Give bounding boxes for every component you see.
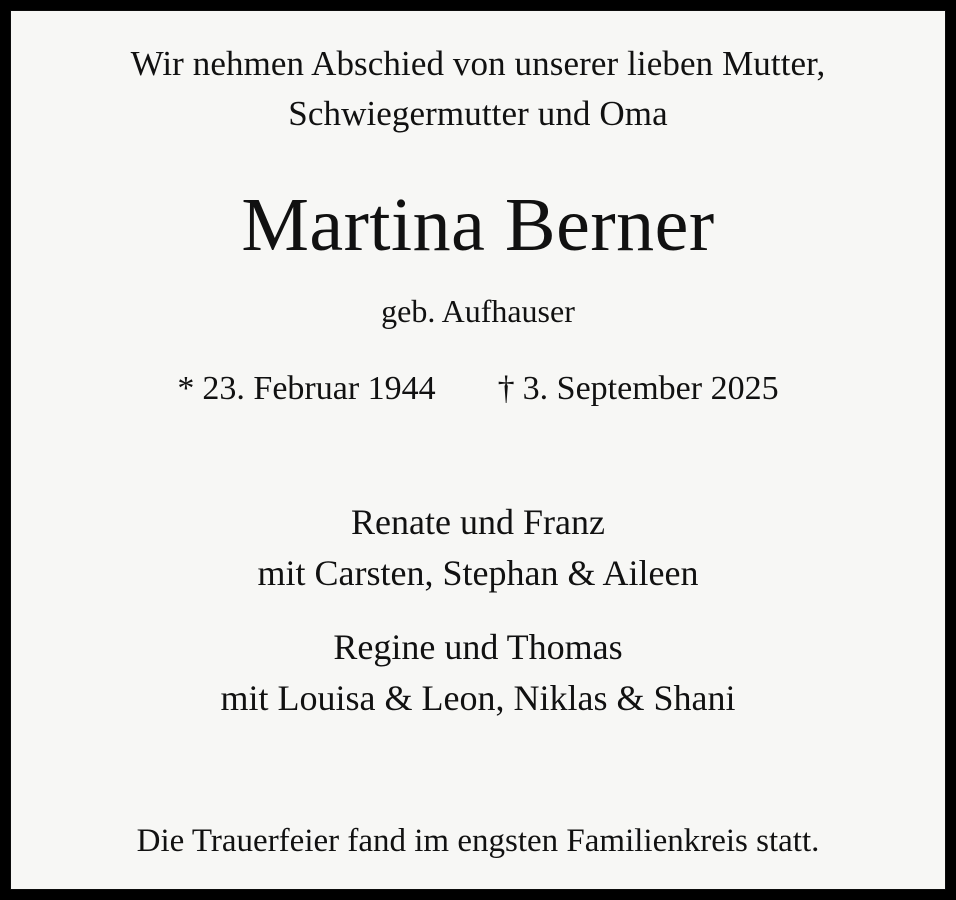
family-group — [47, 622, 909, 724]
birth-date-text: 23. Februar 1944 — [202, 369, 436, 407]
obituary-content — [11, 11, 945, 863]
family-group — [47, 497, 909, 599]
family-group-line-1: Renate und Franz — [351, 502, 605, 543]
death-date — [498, 369, 779, 410]
family-group-line-2: mit Louisa & Leon, Niklas & Shani — [220, 677, 736, 718]
family-group-line-1: Regine und Thomas — [333, 626, 623, 667]
obituary-notice — [10, 10, 946, 890]
intro-line-1: Wir nehmen Abschied von unserer lieben Mutter, — [130, 44, 826, 83]
family-group-line-2: mit Carsten, Stephan & Aileen — [257, 553, 699, 594]
deceased-name: Martina Berner — [241, 183, 715, 268]
intro-text — [47, 39, 909, 138]
intro-line-2: Schwiegermutter und Oma — [288, 93, 668, 133]
life-dates — [47, 369, 909, 410]
surviving-family — [47, 497, 909, 723]
maiden-name: geb. Aufhauser — [381, 293, 575, 330]
ceremony-note: Die Trauerfeier fand im engsten Familienkreis statt. — [136, 822, 820, 859]
birth-date — [177, 369, 435, 410]
death-cross-icon: † — [497, 369, 515, 407]
birth-star-icon: * — [177, 369, 195, 407]
death-date-text: 3. September 2025 — [522, 369, 779, 407]
